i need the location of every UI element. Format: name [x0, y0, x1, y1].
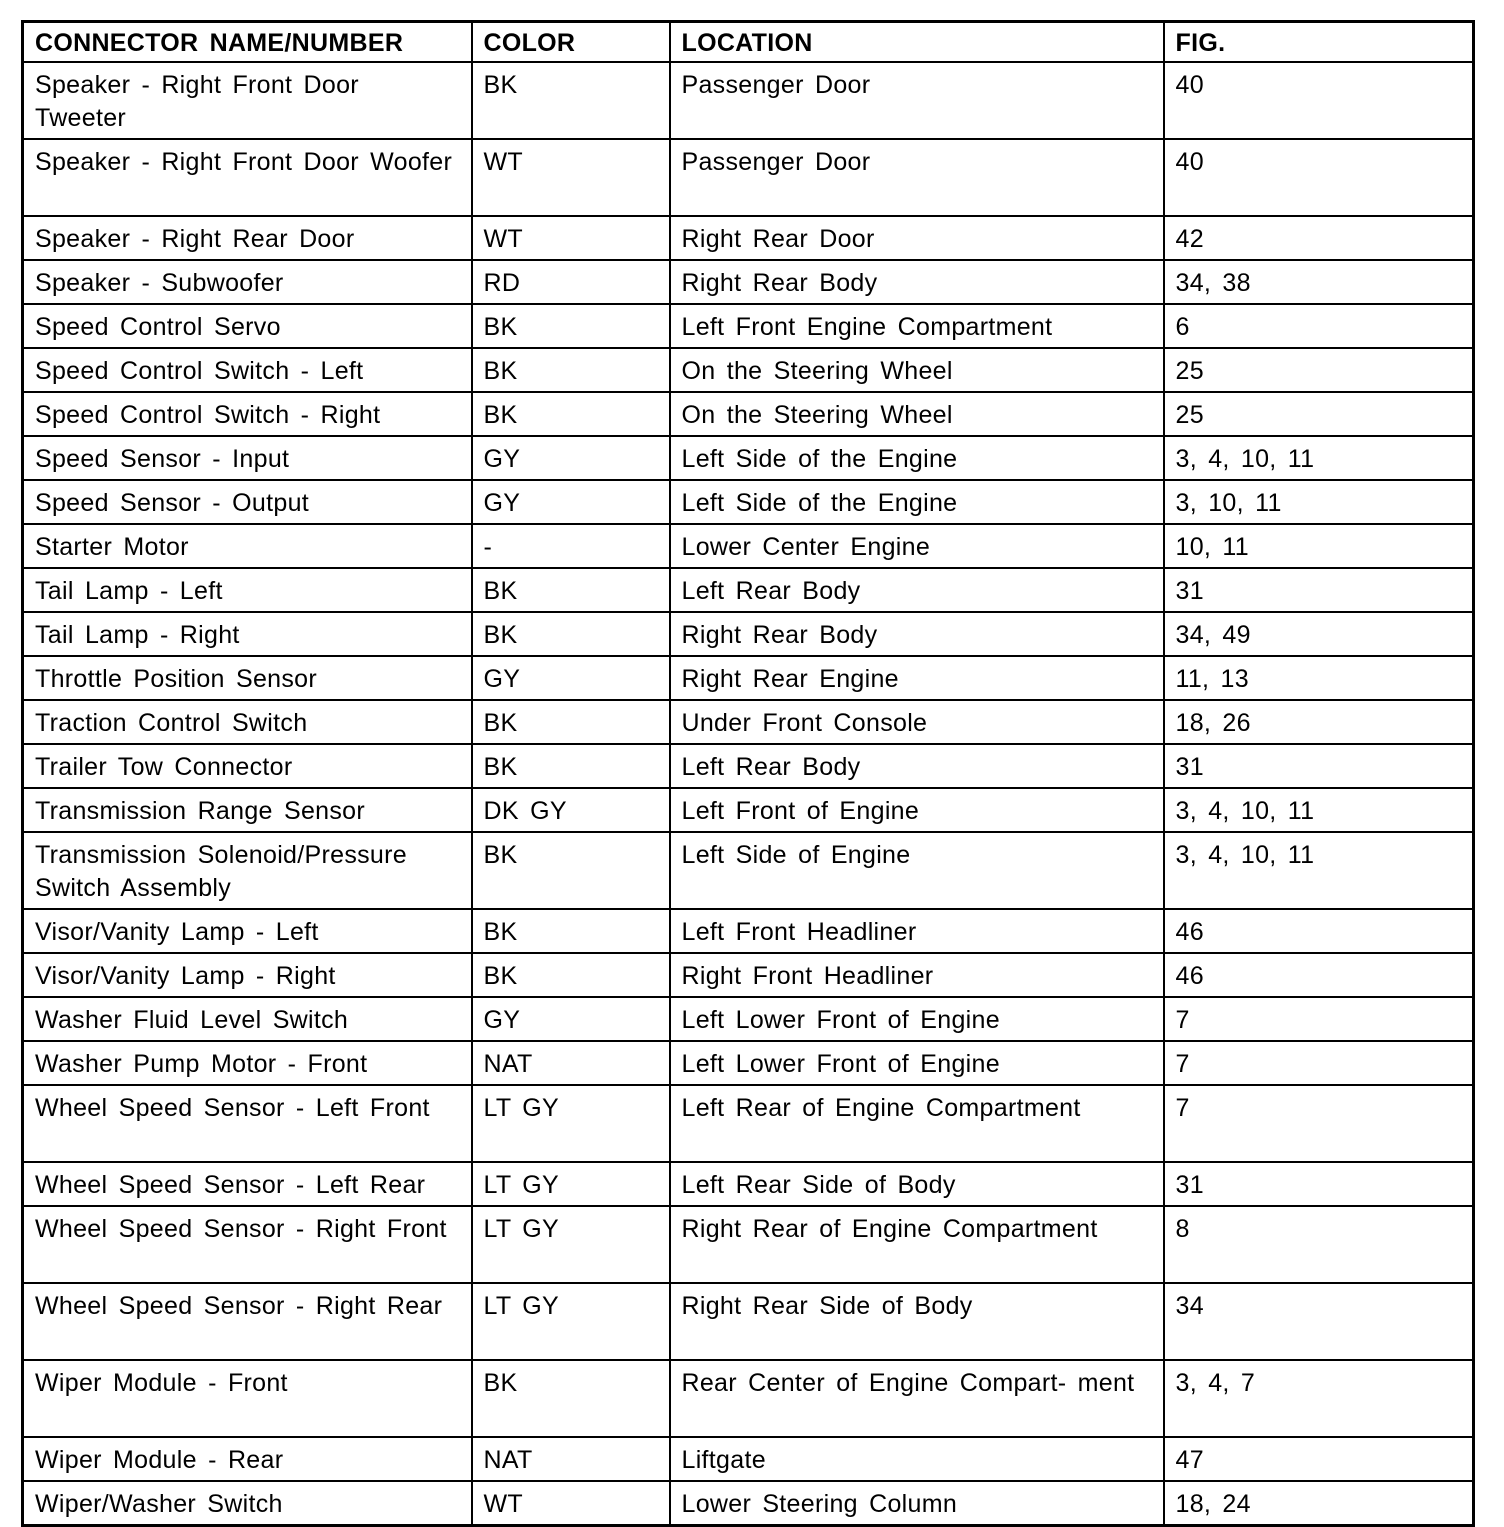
location-cell: Right Front Headliner	[670, 953, 1164, 997]
color-cell: WT	[472, 216, 670, 260]
location-cell: Liftgate	[670, 1437, 1164, 1481]
location-cell: Right Rear Engine	[670, 656, 1164, 700]
location-cell: Left Rear Body	[670, 568, 1164, 612]
connector-name-cell: Starter Motor	[23, 524, 472, 568]
table-row	[23, 524, 1474, 568]
color-cell: BK	[472, 612, 670, 656]
fig-cell: 3, 10, 11	[1164, 480, 1474, 524]
table-row	[23, 1360, 1474, 1437]
table-row	[23, 1041, 1474, 1085]
connector-name-cell: Wiper/Washer Switch	[23, 1481, 472, 1526]
connector-name-cell: Tail Lamp - Right	[23, 612, 472, 656]
fig-cell: 7	[1164, 997, 1474, 1041]
connector-name-cell: Wiper Module - Front	[23, 1360, 472, 1437]
fig-cell: 46	[1164, 909, 1474, 953]
connector-name-cell: Wheel Speed Sensor - Right Front	[23, 1206, 472, 1283]
location-cell: Left Rear Side of Body	[670, 1162, 1164, 1206]
location-cell: Left Front of Engine	[670, 788, 1164, 832]
location-cell: Left Rear of Engine Compartment	[670, 1085, 1164, 1162]
table-row	[23, 348, 1474, 392]
location-cell: Left Front Engine Compartment	[670, 304, 1164, 348]
location-cell: Under Front Console	[670, 700, 1164, 744]
connector-name-cell: Transmission Range Sensor	[23, 788, 472, 832]
header-location: LOCATION	[670, 22, 1164, 63]
fig-cell: 34, 49	[1164, 612, 1474, 656]
color-cell: WT	[472, 139, 670, 216]
fig-cell: 7	[1164, 1085, 1474, 1162]
color-cell: BK	[472, 953, 670, 997]
fig-cell: 18, 26	[1164, 700, 1474, 744]
table-row	[23, 436, 1474, 480]
fig-cell: 46	[1164, 953, 1474, 997]
fig-cell: 31	[1164, 744, 1474, 788]
connector-name-cell: Speaker - Subwoofer	[23, 260, 472, 304]
location-cell: Passenger Door	[670, 62, 1164, 139]
table-row	[23, 568, 1474, 612]
color-cell: GY	[472, 480, 670, 524]
color-cell: BK	[472, 744, 670, 788]
color-cell: LT GY	[472, 1085, 670, 1162]
location-cell: Right Rear Door	[670, 216, 1164, 260]
connector-name-cell: Wiper Module - Rear	[23, 1437, 472, 1481]
connector-name-cell: Speed Sensor - Input	[23, 436, 472, 480]
fig-cell: 40	[1164, 62, 1474, 139]
location-cell: On the Steering Wheel	[670, 392, 1164, 436]
color-cell: BK	[472, 348, 670, 392]
table-row	[23, 216, 1474, 260]
color-cell: GY	[472, 997, 670, 1041]
color-cell: LT GY	[472, 1206, 670, 1283]
header-color: COLOR	[472, 22, 670, 63]
fig-cell: 7	[1164, 1041, 1474, 1085]
fig-cell: 3, 4, 7	[1164, 1360, 1474, 1437]
table-row	[23, 656, 1474, 700]
connector-name-cell: Speed Sensor - Output	[23, 480, 472, 524]
connector-name-cell: Throttle Position Sensor	[23, 656, 472, 700]
header-fig: FIG.	[1164, 22, 1474, 63]
color-cell: GY	[472, 436, 670, 480]
connector-name-cell: Washer Pump Motor - Front	[23, 1041, 472, 1085]
location-cell: Left Lower Front of Engine	[670, 1041, 1164, 1085]
connector-name-cell: Traction Control Switch	[23, 700, 472, 744]
location-cell: Left Rear Body	[670, 744, 1164, 788]
location-cell: Right Rear Side of Body	[670, 1283, 1164, 1360]
table-row	[23, 1481, 1474, 1526]
color-cell: BK	[472, 700, 670, 744]
fig-cell: 3, 4, 10, 11	[1164, 788, 1474, 832]
fig-cell: 25	[1164, 392, 1474, 436]
header-connector-name: CONNECTOR NAME/NUMBER	[23, 22, 472, 63]
table-row	[23, 260, 1474, 304]
table-row	[23, 832, 1474, 909]
table-row	[23, 953, 1474, 997]
table-row	[23, 612, 1474, 656]
table-row	[23, 139, 1474, 216]
table-row	[23, 1085, 1474, 1162]
location-cell: Left Side of Engine	[670, 832, 1164, 909]
connector-name-cell: Speed Control Switch - Left	[23, 348, 472, 392]
table-row	[23, 480, 1474, 524]
fig-cell: 3, 4, 10, 11	[1164, 436, 1474, 480]
connector-name-cell: Speaker - Right Rear Door	[23, 216, 472, 260]
color-cell: LT GY	[472, 1283, 670, 1360]
table-row	[23, 1437, 1474, 1481]
location-cell: Rear Center of Engine Compart- ment	[670, 1360, 1164, 1437]
table-row	[23, 997, 1474, 1041]
fig-cell: 6	[1164, 304, 1474, 348]
connector-name-cell: Washer Fluid Level Switch	[23, 997, 472, 1041]
fig-cell: 3, 4, 10, 11	[1164, 832, 1474, 909]
color-cell: LT GY	[472, 1162, 670, 1206]
color-cell: BK	[472, 909, 670, 953]
connector-table	[21, 20, 1475, 1527]
location-cell: Left Lower Front of Engine	[670, 997, 1164, 1041]
location-cell: Left Side of the Engine	[670, 436, 1164, 480]
table-row	[23, 392, 1474, 436]
table-row	[23, 700, 1474, 744]
table-row	[23, 304, 1474, 348]
connector-name-cell: Wheel Speed Sensor - Right Rear	[23, 1283, 472, 1360]
color-cell: BK	[472, 304, 670, 348]
location-cell: Left Side of the Engine	[670, 480, 1164, 524]
color-cell: WT	[472, 1481, 670, 1526]
connector-name-cell: Visor/Vanity Lamp - Right	[23, 953, 472, 997]
color-cell: RD	[472, 260, 670, 304]
fig-cell: 40	[1164, 139, 1474, 216]
fig-cell: 18, 24	[1164, 1481, 1474, 1526]
location-cell: Left Front Headliner	[670, 909, 1164, 953]
fig-cell: 11, 13	[1164, 656, 1474, 700]
connector-name-cell: Wheel Speed Sensor - Left Rear	[23, 1162, 472, 1206]
color-cell: BK	[472, 832, 670, 909]
color-cell: GY	[472, 656, 670, 700]
connector-name-cell: Speed Control Switch - Right	[23, 392, 472, 436]
connector-name-cell: Speaker - Right Front Door Tweeter	[23, 62, 472, 139]
location-cell: Right Rear Body	[670, 612, 1164, 656]
color-cell: BK	[472, 1360, 670, 1437]
connector-name-cell: Visor/Vanity Lamp - Left	[23, 909, 472, 953]
connector-name-cell: Transmission Solenoid/Pressure Switch Assembly	[23, 832, 472, 909]
color-cell: BK	[472, 568, 670, 612]
fig-cell: 25	[1164, 348, 1474, 392]
connector-name-cell: Tail Lamp - Left	[23, 568, 472, 612]
connector-name-cell: Speaker - Right Front Door Woofer	[23, 139, 472, 216]
table-row	[23, 1283, 1474, 1360]
location-cell: On the Steering Wheel	[670, 348, 1164, 392]
color-cell: DK GY	[472, 788, 670, 832]
connector-name-cell: Wheel Speed Sensor - Left Front	[23, 1085, 472, 1162]
color-cell: BK	[472, 62, 670, 139]
fig-cell: 47	[1164, 1437, 1474, 1481]
location-cell: Passenger Door	[670, 139, 1164, 216]
location-cell: Lower Center Engine	[670, 524, 1164, 568]
fig-cell: 31	[1164, 1162, 1474, 1206]
fig-cell: 42	[1164, 216, 1474, 260]
header-row	[23, 22, 1474, 63]
connector-name-cell: Trailer Tow Connector	[23, 744, 472, 788]
fig-cell: 34	[1164, 1283, 1474, 1360]
table-row	[23, 1162, 1474, 1206]
location-cell: Right Rear Body	[670, 260, 1164, 304]
color-cell: -	[472, 524, 670, 568]
table-row	[23, 62, 1474, 139]
fig-cell: 10, 11	[1164, 524, 1474, 568]
table-row	[23, 909, 1474, 953]
location-cell: Right Rear of Engine Compartment	[670, 1206, 1164, 1283]
location-cell: Lower Steering Column	[670, 1481, 1164, 1526]
fig-cell: 34, 38	[1164, 260, 1474, 304]
color-cell: NAT	[472, 1437, 670, 1481]
color-cell: NAT	[472, 1041, 670, 1085]
fig-cell: 31	[1164, 568, 1474, 612]
color-cell: BK	[472, 392, 670, 436]
fig-cell: 8	[1164, 1206, 1474, 1283]
connector-name-cell: Speed Control Servo	[23, 304, 472, 348]
table-row	[23, 1206, 1474, 1283]
table-row	[23, 788, 1474, 832]
table-row	[23, 744, 1474, 788]
